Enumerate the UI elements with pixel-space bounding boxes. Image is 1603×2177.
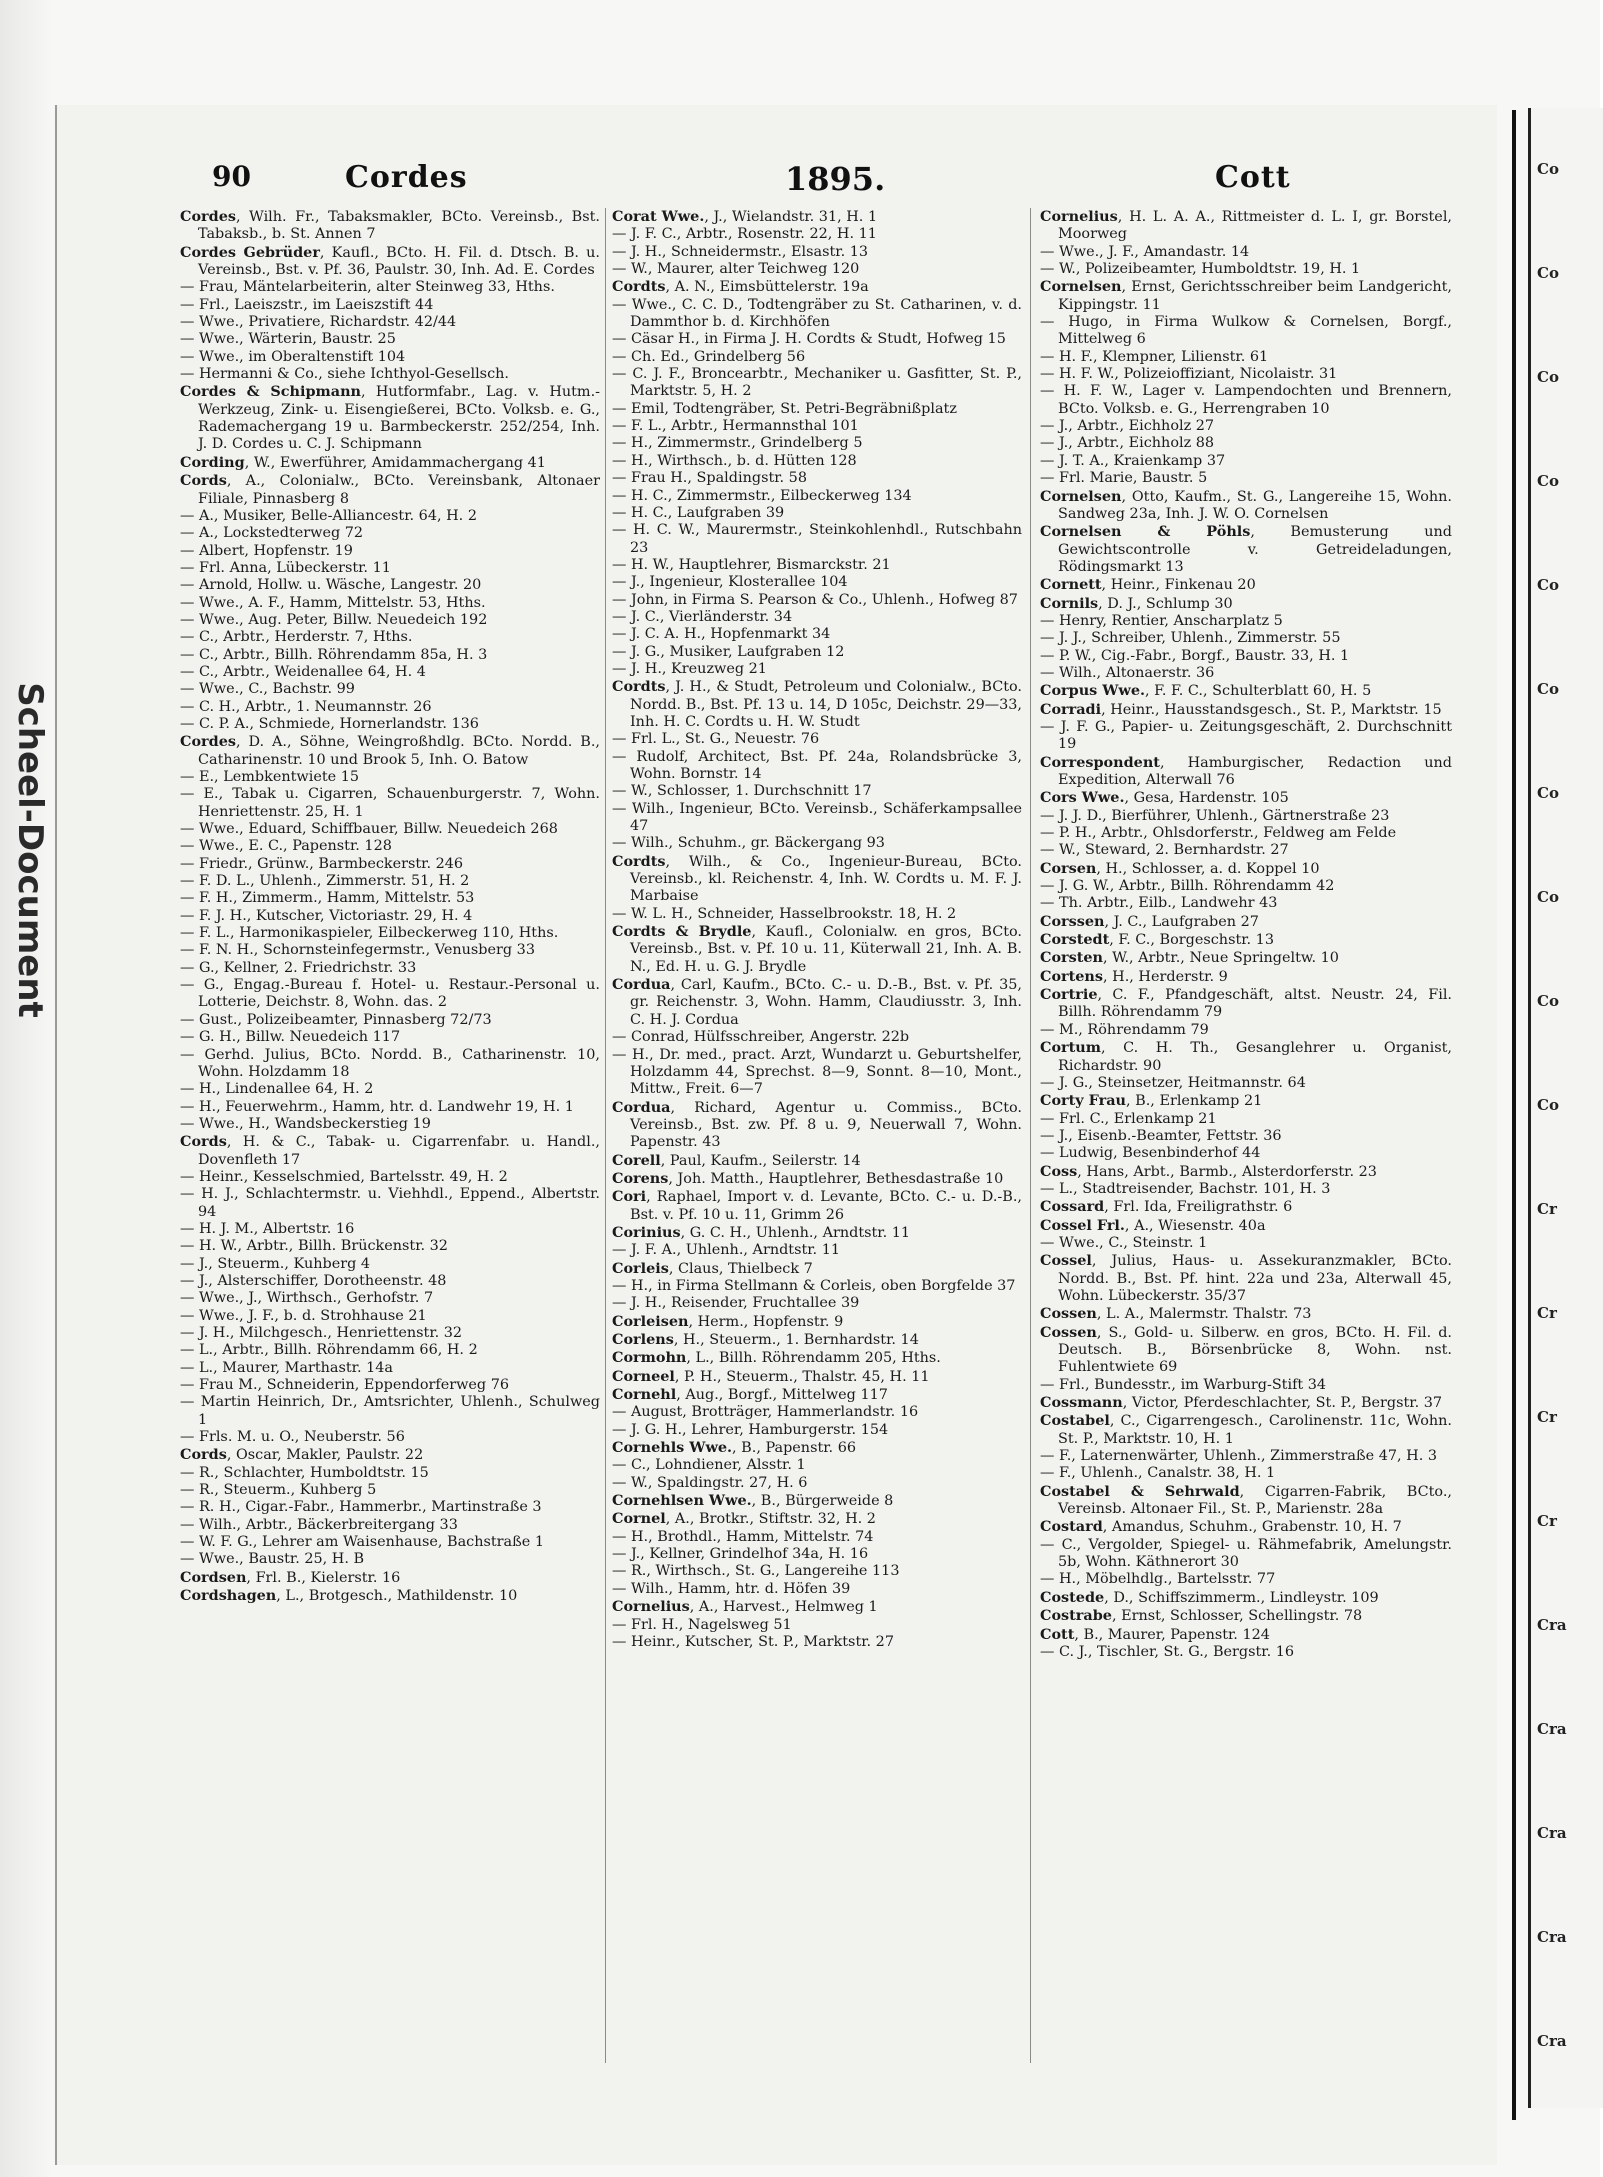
entry-surname: Cossen — [1040, 1305, 1097, 1323]
directory-entry: — Frau, Mäntelarbeiterin, alter Steinweg 33, Hths. — [180, 279, 555, 296]
directory-entry: — Henry, Rentier, Anscharplatz 5 — [1040, 612, 1283, 629]
directory-entry: — C. P. A., Schmiede, Hornerlandstr. 136 — [180, 715, 479, 732]
next-page-fragment: Cr — [1537, 1512, 1557, 1530]
directory-entry: — Frl., Laeiszstr., im Laeiszstift 44 — [180, 296, 434, 313]
directory-entry: — Hugo, in Firma Wulkow & Cornelsen, Borgf., Mittelweg 6 — [1040, 314, 1452, 348]
directory-entry: — J. H., Reisender, Fruchtallee 39 — [612, 1295, 860, 1312]
directory-entry: — H. C., Zimmermstr., Eilbeckerweg 134 — [612, 487, 912, 504]
directory-entry: — J. J., Schreiber, Uhlenh., Zimmerstr. 55 — [1040, 630, 1341, 647]
directory-entry: — F. D. L., Uhlenh., Zimmerstr. 51, H. 2 — [180, 873, 470, 890]
directory-entry: — Wilh., Ingenieur, BCto. Vereinsb., Schäferkampsallee 47 — [612, 800, 1022, 835]
entry-surname: Cornelius — [1040, 208, 1118, 225]
directory-entry: Cossmann, Victor, Pferdeschlachter, St. P., Bergstr. 37 — [1040, 1394, 1443, 1412]
directory-entry: — Frl. C., Erlenkamp 21 — [1040, 1110, 1217, 1127]
entry-surname: Cordsen — [180, 1568, 247, 1586]
next-page-fragment: Cra — [1537, 2032, 1567, 2050]
entry-surname: Cords — [180, 1133, 227, 1151]
next-page-fragment: Cr — [1537, 1408, 1557, 1426]
directory-entry: Cornehlsen Wwe., B., Bürgerweide 8 — [612, 1492, 894, 1510]
directory-entry: — H. J., Schlachtermstr. u. Viehhdl., Eppend., Albertstr. 94 — [180, 1186, 600, 1220]
directory-entry: — Frl. H., Nagelsweg 51 — [612, 1616, 792, 1633]
directory-entry: — C. J. F., Broncearbtr., Mechaniker u. Gasfitter, St. P., Marktstr. 5, H. 2 — [612, 366, 1022, 400]
directory-entry: Cornils, D. J., Schlump 30 — [1040, 594, 1233, 612]
next-page-fragment: Co — [1537, 264, 1559, 282]
directory-entry: — J. G. W., Arbtr., Billh. Röhrendamm 42 — [1040, 878, 1335, 895]
directory-entry: — Friedr., Grünw., Barmbeckerstr. 246 — [180, 855, 464, 872]
directory-entry: — F. N. H., Schornsteinfegermstr., Venusberg 33 — [180, 942, 535, 959]
next-page-fragment: Cra — [1537, 1616, 1567, 1634]
directory-entry: — Arnold, Hollw. u. Wäsche, Langestr. 20 — [180, 577, 482, 594]
directory-entry: Cortum, C. H. Th., Gesanglehrer u. Organist, Richardstr. 90 — [1040, 1039, 1452, 1074]
directory-entry: — J. H., Kreuzweg 21 — [612, 660, 767, 677]
entry-surname: Cordua — [612, 976, 671, 994]
entry-surname: Corsten — [1040, 949, 1104, 967]
next-page-fragment: Cra — [1537, 1824, 1567, 1842]
entry-surname: Cording — [180, 453, 245, 471]
directory-entry: Costede, D., Schiffszimmerm., Lindleystr. 109 — [1040, 1588, 1379, 1606]
directory-entry: — H., Brothdl., Hamm, Mittelstr. 74 — [612, 1528, 874, 1545]
directory-entry: — Wilh., Hamm, htr. d. Höfen 39 — [612, 1580, 851, 1597]
entry-surname: Cordes Gebrüder — [180, 243, 320, 261]
directory-entry: Cordes, D. A., Söhne, Weingroßhdlg. BCto. Nordd. B., Catharinenstr. 10 und Brook 5, Inh. O. Batow — [180, 733, 600, 768]
entry-surname: Cori — [612, 1188, 647, 1206]
next-page-fragment: Co — [1537, 1096, 1559, 1114]
directory-entry: Cordes Gebrüder, Kaufl., BCto. H. Fil. d. Dtsch. B. u. Vereinsb., Bst. v. Pf. 36, Paulstr. 30, Inh. Ad. E. Cordes — [180, 243, 600, 279]
directory-entry: — J., Ingenieur, Klosterallee 104 — [612, 574, 848, 591]
entry-surname: Cossel Frl. — [1040, 1216, 1125, 1234]
entry-surname: Cordts — [612, 678, 666, 696]
directory-entry: — Wwe., E. C., Papenstr. 128 — [180, 838, 392, 855]
directory-entry: — J. G., Musiker, Laufgraben 12 — [612, 643, 845, 660]
directory-entry: Cormohn, L., Billh. Röhrendamm 205, Hths. — [612, 1349, 941, 1367]
entry-surname: Cordts — [612, 278, 666, 296]
directory-entry: — P. W., Cig.-Fabr., Borgf., Baustr. 33, H. 1 — [1040, 647, 1350, 664]
entry-surname: Corleis — [612, 1259, 669, 1277]
left-running-head: Cordes — [345, 160, 468, 195]
next-page-edge — [1528, 108, 1603, 2108]
directory-entry: — Heinr., Kesselschmied, Bartelsstr. 49, H. 2 — [180, 1168, 508, 1185]
directory-entry: Cordts & Brydle, Kaufl., Colonialw. en gros, BCto. Vereinsb., Bst. v. Pf. 10 u. 11, Küterwall 21, Inh. A. B. N., Ed. H. u. G. J. Brydle — [612, 923, 1022, 975]
directory-entry: Cornelsen, Otto, Kaufm., St. G., Langereihe 15, Wohn. Sandweg 23a, Inh. J. W. O. Cornelsen — [1040, 487, 1452, 522]
directory-entry: — Frau H., Spaldingstr. 58 — [612, 470, 807, 487]
directory-entry: Cossen, L. A., Malermstr. Thalstr. 73 — [1040, 1305, 1312, 1323]
next-page-fragment: Co — [1537, 160, 1559, 178]
directory-entry: Cords, H. & C., Tabak- u. Cigarrenfabr. u. Handl., Dovenfleth 17 — [180, 1133, 600, 1168]
entry-surname: Cortens — [1040, 967, 1104, 985]
entry-surname: Corneel — [612, 1367, 675, 1385]
directory-entry: — Frl. L., St. G., Neuestr. 76 — [612, 731, 820, 748]
entry-surname: Cornelsen & Pöhls — [1040, 523, 1251, 541]
entry-surname: Cordshagen — [180, 1587, 277, 1605]
directory-entry: — R., Wirthsch., St. G., Langereihe 113 — [612, 1563, 900, 1580]
directory-entry: — E., Lembkentwiete 15 — [180, 769, 360, 785]
directory-entry: — Frau M., Schneiderin, Eppendorferweg 76 — [180, 1377, 510, 1394]
directory-entry: Cornehls Wwe., B., Papenstr. 66 — [612, 1439, 856, 1457]
directory-entry: — Wilh., Arbtr., Bäckerbreitergang 33 — [180, 1516, 458, 1533]
directory-entry: — Conrad, Hülfsschreiber, Angerstr. 22b — [612, 1029, 910, 1046]
directory-entry: Corsen, H., Schlosser, a. d. Koppel 10 — [1040, 859, 1320, 877]
directory-entry: — C. J., Tischler, St. G., Bergstr. 16 — [1040, 1643, 1295, 1660]
directory-entry: Cornel, A., Brotkr., Stiftstr. 32, H. 2 — [612, 1510, 876, 1528]
entry-surname: Cordes — [180, 208, 236, 225]
directory-entry: — Wwe., C. C. D., Todtengräber zu St. Catharinen, v. d. Dammthor b. d. Kirchhöfen — [612, 296, 1022, 331]
directory-entry: — Rudolf, Architect, Bst. Pf. 24a, Rolandsbrücke 3, Wohn. Bornstr. 14 — [612, 748, 1022, 782]
directory-entry: — J., Kellner, Grindelhof 34a, H. 16 — [612, 1546, 869, 1563]
entry-surname: Corstedt — [1040, 931, 1110, 949]
directory-column-3 — [1040, 208, 1452, 2078]
directory-entry: — Wwe., J. F., Amandastr. 14 — [1040, 243, 1250, 260]
directory-entry: — H. F., Klempner, Lilienstr. 61 — [1040, 348, 1269, 365]
directory-entry: Cordsen, Frl. B., Kielerstr. 16 — [180, 1568, 401, 1586]
directory-entry: — J., Arbtr., Eichholz 27 — [1040, 418, 1215, 435]
directory-entry: — Gust., Polizeibeamter, Pinnasberg 72/73 — [180, 1011, 492, 1028]
directory-entry: — R., Steuerm., Kuhberg 5 — [180, 1482, 377, 1499]
directory-entry: — August, Brotträger, Hammerlandstr. 16 — [612, 1404, 919, 1421]
entry-surname: Cossel — [1040, 1252, 1092, 1270]
directory-entry: Cornelius, H. L. A. A., Rittmeister d. L. I, gr. Borstel, Moorweg — [1040, 208, 1452, 243]
directory-entry: — W., Spaldingstr. 27, H. 6 — [612, 1474, 808, 1491]
entry-surname: Cornett — [1040, 576, 1102, 594]
directory-entry: — Wwe., Aug. Peter, Billw. Neuedeich 192 — [180, 611, 488, 628]
directory-entry: — H., Lindenallee 64, H. 2 — [180, 1081, 374, 1098]
directory-entry: Cori, Raphael, Import v. d. Levante, BCto. C.- u. D.-B., Bst. v. Pf. 10 u. 11, Grimm 26 — [612, 1188, 1022, 1223]
entry-surname: Corty Frau — [1040, 1092, 1126, 1110]
directory-entry: Cornelius, A., Harvest., Helmweg 1 — [612, 1598, 878, 1616]
directory-entry: — M., Röhrendamm 79 — [1040, 1021, 1209, 1038]
directory-entry: — Wwe., J., Wirthsch., Gerhofstr. 7 — [180, 1290, 434, 1307]
entry-surname: Correspondent — [1040, 753, 1160, 771]
directory-entry: Corleis, Claus, Thielbeck 7 — [612, 1259, 813, 1277]
directory-entry: — Frl., Bundesstr., im Warburg-Stift 34 — [1040, 1376, 1327, 1393]
directory-entry: — H. F. W., Lager v. Lampendochten und Brennern, BCto. Volksb. e. G., Herrengraben 10 — [1040, 383, 1452, 417]
directory-entry: Corleisen, Herm., Hopfenstr. 9 — [612, 1312, 844, 1330]
directory-entry: — Frl. Anna, Lübeckerstr. 11 — [180, 559, 391, 576]
directory-entry: — Wwe., C., Bachstr. 99 — [180, 681, 355, 698]
directory-entry: — J. F. G., Papier- u. Zeitungsgeschäft, 2. Durchschnitt 19 — [1040, 718, 1452, 753]
directory-entry: — F. L., Arbtr., Hermannsthal 101 — [612, 418, 859, 435]
directory-entry: Cornelsen, Ernst, Gerichtsschreiber beim Landgericht, Kippingstr. 11 — [1040, 278, 1452, 313]
directory-entry: — J., Steuerm., Kuhberg 4 — [180, 1255, 371, 1272]
directory-entry: Corlens, H., Steuerm., 1. Bernhardstr. 14 — [612, 1331, 919, 1348]
directory-entry: — W. F. G., Lehrer am Waisenhause, Bachstraße 1 — [180, 1534, 544, 1551]
directory-entry: Corty Frau, B., Erlenkamp 21 — [1040, 1092, 1263, 1110]
directory-entry: Cordua, Carl, Kaufm., BCto. C.- u. D.-B., Bst. v. Pf. 35, gr. Reichenstr. 3, Wohn. Hamm, Claudiusstr. 3, Inh. C. H. J. Cordua — [612, 976, 1022, 1028]
directory-entry: Cossel Frl., A., Wiesenstr. 40a — [1040, 1216, 1266, 1234]
next-page-fragment: Co — [1537, 784, 1559, 802]
next-page-fragment: Cr — [1537, 1304, 1557, 1322]
entry-surname: Cordua — [612, 1098, 671, 1116]
directory-entry: — Wwe., Eduard, Schiffbauer, Billw. Neuedeich 268 — [180, 821, 558, 838]
entry-surname: Cossard — [1040, 1198, 1105, 1216]
directory-entry: — Hermanni & Co., siehe Ichthyol-Gesellsch. — [180, 366, 509, 383]
entry-surname: Cornehlsen Wwe. — [612, 1492, 752, 1510]
entry-surname: Cornehl — [612, 1386, 677, 1404]
directory-entry: Corssen, J. C., Laufgraben 27 — [1040, 912, 1259, 930]
directory-entry: — J., Eisenb.-Beamter, Fettstr. 36 — [1040, 1127, 1282, 1144]
directory-entry: — H. J. M., Albertstr. 16 — [180, 1220, 355, 1237]
next-page-fragment: Co — [1537, 472, 1559, 490]
directory-entry: Corat Wwe., J., Wielandstr. 31, H. 1 — [612, 208, 878, 225]
directory-entry: — H. C., Laufgraben 39 — [612, 504, 785, 521]
directory-entry: — J. G., Steinsetzer, Heitmannstr. 64 — [1040, 1074, 1306, 1091]
directory-entry: — F. J. H., Kutscher, Victoriastr. 29, H. 4 — [180, 907, 473, 924]
entry-surname: Corell — [612, 1151, 661, 1169]
directory-entry: Cords, A., Colonialw., BCto. Vereinsbank, Altonaer Filiale, Pinnasberg 8 — [180, 472, 600, 507]
directory-entry: Cords, Oscar, Makler, Paulstr. 22 — [180, 1446, 424, 1464]
archive-stamp — [0, 560, 50, 1120]
right-running-head: Cott — [1215, 160, 1291, 195]
entry-surname: Coss — [1040, 1162, 1078, 1180]
year-heading: 1895. — [785, 160, 886, 198]
entry-surname: Cordes — [180, 733, 236, 751]
directory-entry: — H. W., Arbtr., Billh. Brückenstr. 32 — [180, 1238, 448, 1255]
entry-surname: Cornelsen — [1040, 487, 1122, 505]
entry-surname: Cordes & Schipmann — [180, 383, 362, 401]
directory-entry: — H. F. W., Polizeioffiziant, Nicolaistr. 31 — [1040, 366, 1338, 383]
next-page-fragment: Co — [1537, 576, 1559, 594]
directory-entry: — Wwe., Privatiere, Richardstr. 42/44 — [180, 314, 457, 331]
directory-entry: — C., Lohndiener, Alsstr. 1 — [612, 1457, 806, 1474]
entry-surname: Cormohn — [612, 1349, 687, 1367]
directory-entry: Corell, Paul, Kaufm., Seilerstr. 14 — [612, 1151, 861, 1169]
directory-entry: — R. H., Cigar.-Fabr., Hammerbr., Martinstraße 3 — [180, 1499, 542, 1516]
page-number: 90 — [212, 160, 251, 193]
entry-surname: Cornelius — [612, 1598, 690, 1616]
entry-surname: Corlens — [612, 1331, 674, 1348]
directory-entry: — H., in Firma Stellmann & Corleis, oben Borgfelde 37 — [612, 1277, 1016, 1294]
directory-entry: Cors Wwe., Gesa, Hardenstr. 105 — [1040, 789, 1289, 807]
directory-entry: — Ch. Ed., Grindelberg 56 — [612, 348, 806, 365]
next-page-fragment: Co — [1537, 992, 1559, 1010]
directory-entry: — C., Arbtr., Weidenallee 64, H. 4 — [180, 663, 426, 680]
directory-entry: Cornelsen & Pöhls, Bemusterung und Gewichtscontrolle v. Getreideladungen, Rödingsmarkt 13 — [1040, 523, 1452, 575]
directory-entry: — H., Möbelhdlg., Bartelsstr. 77 — [1040, 1571, 1276, 1588]
entry-surname: Costede — [1040, 1588, 1105, 1606]
entry-surname: Cortum — [1040, 1039, 1101, 1057]
directory-entry: — Wwe., Baustr. 25, H. B — [180, 1551, 365, 1568]
directory-entry: — W., Polizeibeamter, Humboldtstr. 19, H. 1 — [1040, 261, 1361, 278]
directory-entry: — H., Wirthsch., b. d. Hütten 128 — [612, 452, 857, 469]
directory-entry: Cortrie, C. F., Pfandgeschäft, altst. Neustr. 24, Fil. Billh. Röhrendamm 79 — [1040, 986, 1452, 1021]
directory-entry: — Frls. M. u. O., Neuberstr. 56 — [180, 1429, 405, 1446]
directory-entry: Corneel, P. H., Steuerm., Thalstr. 45, H. 11 — [612, 1367, 930, 1385]
entry-surname: Cornils — [1040, 594, 1099, 612]
directory-entry: — L., Arbtr., Billh. Röhrendamm 66, H. 2 — [180, 1342, 478, 1359]
entry-surname: Cott — [1040, 1625, 1075, 1643]
directory-entry: Cordts, A. N., Eimsbüttelerstr. 19a — [612, 278, 869, 296]
directory-entry: Cordes, Wilh. Fr., Tabaksmakler, BCto. Vereinsb., Bst. Tabaksb., b. St. Annen 7 — [180, 208, 600, 243]
next-page-fragment: Co — [1537, 680, 1559, 698]
entry-surname: Cossen — [1040, 1323, 1097, 1341]
directory-entry: — J. G. H., Lehrer, Hamburgerstr. 154 — [612, 1421, 889, 1438]
directory-entry: — Wwe., A. F., Hamm, Mittelstr. 53, Hths. — [180, 594, 486, 611]
entry-surname: Corleisen — [612, 1312, 689, 1330]
entry-surname: Costard — [1040, 1518, 1103, 1536]
entry-surname: Cornelsen — [1040, 278, 1122, 296]
directory-column-2 — [612, 208, 1022, 2078]
entry-surname: Corens — [612, 1169, 669, 1187]
directory-entry: — W., Maurer, alter Teichweg 120 — [612, 261, 860, 278]
directory-entry: Cornehl, Aug., Borgf., Mittelweg 117 — [612, 1386, 888, 1404]
directory-entry: — R., Schlachter, Humboldtstr. 15 — [180, 1464, 429, 1481]
entry-surname: Corsen — [1040, 859, 1097, 877]
next-page-fragment: Co — [1537, 888, 1559, 906]
entry-surname: Cornehls Wwe. — [612, 1439, 733, 1457]
directory-entry: — Martin Heinrich, Dr., Amtsrichter, Uhlenh., Schulweg 1 — [180, 1394, 600, 1428]
directory-entry: — Frl. Marie, Baustr. 5 — [1040, 470, 1208, 487]
directory-entry: — F., Uhlenh., Canalstr. 38, H. 1 — [1040, 1465, 1276, 1482]
directory-entry: — J. C., Vierländerstr. 34 — [612, 608, 793, 625]
directory-entry: — Heinr., Kutscher, St. P., Marktstr. 27 — [612, 1633, 894, 1650]
directory-entry: Costrabe, Ernst, Schlosser, Schellingstr. 78 — [1040, 1607, 1363, 1625]
directory-column-1 — [180, 208, 600, 2078]
directory-entry: — Ludwig, Besenbinderhof 44 — [1040, 1145, 1261, 1162]
directory-entry: Costabel, C., Cigarrengesch., Carolinenstr. 11c, Wohn. St. P., Marktstr. 10, H. 1 — [1040, 1412, 1452, 1447]
directory-entry: — W., Steward, 2. Bernhardstr. 27 — [1040, 842, 1289, 859]
entry-surname: Cors Wwe. — [1040, 789, 1125, 807]
entry-surname: Cords — [180, 1446, 227, 1464]
directory-entry: Cossel, Julius, Haus- u. Assekuranzmakler, BCto. Nordd. B., Bst. Pf. hint. 22a und 23a, Alterwall 45, Wohn. Lübeckerstr. 35/37 — [1040, 1252, 1452, 1304]
directory-entry: Cortens, H., Herderstr. 9 — [1040, 967, 1228, 985]
next-page-fragment: Cra — [1537, 1928, 1567, 1946]
directory-entry: — P. H., Arbtr., Ohlsdorferstr., Feldweg am Felde — [1040, 825, 1397, 842]
directory-entry: Correspondent, Hamburgischer, Redaction und Expedition, Alterwall 76 — [1040, 753, 1452, 788]
next-page-fragment: Co — [1537, 368, 1559, 386]
directory-entry: Costabel & Sehrwald, Cigarren-Fabrik, BCto., Vereinsb. Altonaer Fil., St. P., Marienstr. 28a — [1040, 1482, 1452, 1518]
entry-surname: Corssen — [1040, 912, 1105, 930]
directory-entry: Cordts, J. H., & Studt, Petroleum und Colonialw., BCto. Nordd. B., Bst. Pf. 13 u. 14, D 105c, Deichstr. 29—33, Inh. H. C. Cordts u. H. W. Studt — [612, 678, 1022, 730]
directory-entry: — J. J. D., Bierführer, Uhlenh., Gärtnerstraße 23 — [1040, 807, 1390, 824]
directory-entry: — C., Arbtr., Billh. Röhrendamm 85a, H. 3 — [180, 646, 488, 663]
directory-entry: — J. T. A., Kraienkamp 37 — [1040, 452, 1226, 469]
entry-surname: Costabel — [1040, 1412, 1110, 1430]
directory-entry: — W., Schlosser, 1. Durchschnitt 17 — [612, 783, 872, 800]
entry-surname: Cords — [180, 472, 227, 490]
directory-entry: — W. L. H., Schneider, Hasselbrookstr. 18, H. 2 — [612, 905, 957, 922]
directory-entry: — John, in Firma S. Pearson & Co., Uhlenh., Hofweg 87 — [612, 591, 1018, 608]
directory-entry: — F., Laternenwärter, Uhlenh., Zimmerstraße 47, H. 3 — [1040, 1448, 1438, 1465]
directory-entry: — G., Kellner, 2. Friedrichstr. 33 — [180, 959, 417, 976]
directory-entry: — E., Tabak u. Cigarren, Schauenburgerstr. 7, Wohn. Henriettenstr. 25, H. 1 — [180, 786, 600, 820]
directory-entry: Cording, W., Ewerführer, Amidammachergang 41 — [180, 453, 546, 471]
directory-entry: — J., Arbtr., Eichholz 88 — [1040, 435, 1215, 452]
directory-entry: — H., Dr. med., pract. Arzt, Wundarzt u. Geburtshelfer, Holzdamm 44, Sprechst. 8—9, Sonnt. 8—10, Mont., Mittw., Freit. 6—7 — [612, 1046, 1022, 1098]
directory-entry: — J. H., Milchgesch., Henriettenstr. 32 — [180, 1325, 463, 1341]
directory-entry: Cordts, Wilh., & Co., Ingenieur-Bureau, BCto. Vereinsb., kl. Reichenstr. 4, Inh. W. Cordts u. M. F. J. Marbaise — [612, 852, 1022, 905]
directory-entry: — Wwe., J. F., b. d. Strohhause 21 — [180, 1307, 427, 1324]
directory-entry: — C. H., Arbtr., 1. Neumannstr. 26 — [180, 698, 432, 715]
directory-entry: Corinius, G. C. H., Uhlenh., Arndtstr. 11 — [612, 1223, 911, 1241]
directory-entry: Cossard, Frl. Ida, Freiligrathstr. 6 — [1040, 1198, 1293, 1216]
directory-entry: — J. F. C., Arbtr., Rosenstr. 22, H. 11 — [612, 226, 877, 243]
directory-entry: Cott, B., Maurer, Papenstr. 124 — [1040, 1625, 1270, 1643]
entry-surname: Cordts & Brydle — [612, 923, 752, 941]
directory-entry: — Wilh., Altonaerstr. 36 — [1040, 664, 1215, 681]
directory-entry: — J. C. A. H., Hopfenmarkt 34 — [612, 626, 831, 643]
archive-stamp-text: Scheel-Document — [10, 682, 50, 1018]
directory-entry: Cordua, Richard, Agentur u. Commiss., BCto. Vereinsb., Bst. zw. Pf. 8 u. 9, Neuerwall 7, Wohn. Papenstr. 43 — [612, 1098, 1022, 1151]
directory-entry: — F. H., Zimmerm., Hamm, Mittelstr. 53 — [180, 890, 475, 907]
directory-entry: — H., Feuerwehrm., Hamm, htr. d. Landwehr 19, H. 1 — [180, 1098, 574, 1115]
directory-entry: — Wwe., im Oberaltenstift 104 — [180, 348, 406, 365]
directory-entry: — G. H., Billw. Neuedeich 117 — [180, 1029, 401, 1046]
directory-entry: — Wwe., C., Steinstr. 1 — [1040, 1234, 1208, 1251]
entry-surname: Cornel — [612, 1510, 666, 1528]
directory-entry: — Wilh., Schuhm., gr. Bäckergang 93 — [612, 835, 885, 852]
directory-entry: Cossen, S., Gold- u. Silberw. en gros, BCto. H. Fil. d. Deutsch. B., Börsenbrücke 8, Wohn. nst. Fuhlentwiete 69 — [1040, 1323, 1452, 1376]
directory-entry: — C., Vergolder, Spiegel- u. Rähmefabrik, Amelungstr. 5b, Wohn. Käthnerort 30 — [1040, 1536, 1452, 1571]
next-page-fragment: Cr — [1537, 1200, 1557, 1218]
directory-entry: — H. W., Hauptlehrer, Bismarckstr. 21 — [612, 556, 891, 573]
directory-entry: Cordes & Schipmann, Hutformfabr., Lag. v. Hutm.-Werkzeug, Zink- u. Eisengießerei, BCto. Volksb. e. G., Rademachergang 19 u. Barmbeckerstr. 252/254, Inh. J. D. Cordes u. C. J. Schipmann — [180, 383, 601, 453]
directory-entry: Corens, Joh. Matth., Hauptlehrer, Bethesdastraße 10 — [612, 1169, 1004, 1187]
directory-entry: — Cäsar H., in Firma J. H. Cordts & Studt, Hofweg 15 — [612, 331, 1006, 348]
directory-entry: Costard, Amandus, Schuhm., Grabenstr. 10, H. 7 — [1040, 1518, 1402, 1536]
directory-entry: — Albert, Hopfenstr. 19 — [180, 542, 353, 559]
directory-entry: — A., Lockstedterweg 72 — [180, 525, 364, 542]
directory-entry: Corpus Wwe., F. F. C., Schulterblatt 60, H. 5 — [1040, 682, 1372, 700]
entry-surname: Costrabe — [1040, 1607, 1112, 1625]
entry-surname: Costabel & Sehrwald — [1040, 1482, 1240, 1500]
entry-surname: Corinius — [612, 1223, 681, 1241]
entry-surname: Cordts — [612, 852, 666, 870]
directory-entry: — L., Stadtreisender, Bachstr. 101, H. 3 — [1040, 1180, 1331, 1197]
entry-surname: Cortrie — [1040, 986, 1098, 1004]
directory-entry: Corstedt, F. C., Borgeschstr. 13 — [1040, 931, 1274, 949]
directory-entry: — J., Alsterschiffer, Dorotheenstr. 48 — [180, 1272, 447, 1289]
directory-entry: Cornett, Heinr., Finkenau 20 — [1040, 576, 1256, 594]
directory-entry: — H. C. W., Maurermstr., Steinkohlenhdl., Rutschbahn 23 — [612, 522, 1022, 556]
directory-entry: — Wwe., H., Wandsbeckerstieg 19 — [180, 1115, 431, 1132]
directory-entry: — Gerhd. Julius, BCto. Nordd. B., Catharinenstr. 10, Wohn. Holzdamm 18 — [180, 1046, 600, 1080]
directory-entry: — F. L., Harmonikaspieler, Eilbeckerweg 110, Hths. — [180, 925, 559, 942]
directory-entry: — Th. Arbtr., Eilb., Landwehr 43 — [1040, 895, 1278, 912]
directory-entry: — J. H., Schneidermstr., Elsastr. 13 — [612, 243, 869, 260]
column-divider — [1030, 208, 1031, 2063]
directory-entry: Corradi, Heinr., Hausstandsgesch., St. P., Marktstr. 15 — [1040, 700, 1442, 718]
entry-surname: Corradi — [1040, 700, 1102, 718]
directory-entry: — Wwe., Wärterin, Baustr. 25 — [180, 331, 396, 348]
directory-entry: — L., Maurer, Marthastr. 14a — [180, 1359, 393, 1376]
directory-entry: — Emil, Todtengräber, St. Petri-Begräbnißplatz — [612, 400, 957, 417]
entry-surname: Corat Wwe. — [612, 208, 705, 225]
directory-entry: — A., Musiker, Belle-Alliancestr. 64, H. 2 — [180, 507, 477, 524]
column-divider — [605, 208, 606, 2063]
directory-entry: — C., Arbtr., Herderstr. 7, Hths. — [180, 629, 413, 646]
entry-surname: Cossmann — [1040, 1394, 1123, 1412]
directory-entry: — H., Zimmermstr., Grindelberg 5 — [612, 435, 863, 452]
directory-entry: — J. F. A., Uhlenh., Arndtstr. 11 — [612, 1242, 841, 1259]
page-edge — [1512, 110, 1516, 2120]
directory-entry: Cordshagen, L., Brotgesch., Mathildenstr. 10 — [180, 1587, 518, 1605]
next-page-fragment: Cra — [1537, 1720, 1567, 1738]
directory-entry: — G., Engag.-Bureau f. Hotel- u. Restaur.-Personal u. Lotterie, Deichstr. 8, Wohn. das. 2 — [180, 977, 600, 1011]
entry-surname: Corpus Wwe. — [1040, 682, 1145, 700]
directory-entry: Corsten, W., Arbtr., Neue Springeltw. 10 — [1040, 949, 1339, 967]
directory-entry: Coss, Hans, Arbt., Barmb., Alsterdorferstr. 23 — [1040, 1162, 1377, 1180]
